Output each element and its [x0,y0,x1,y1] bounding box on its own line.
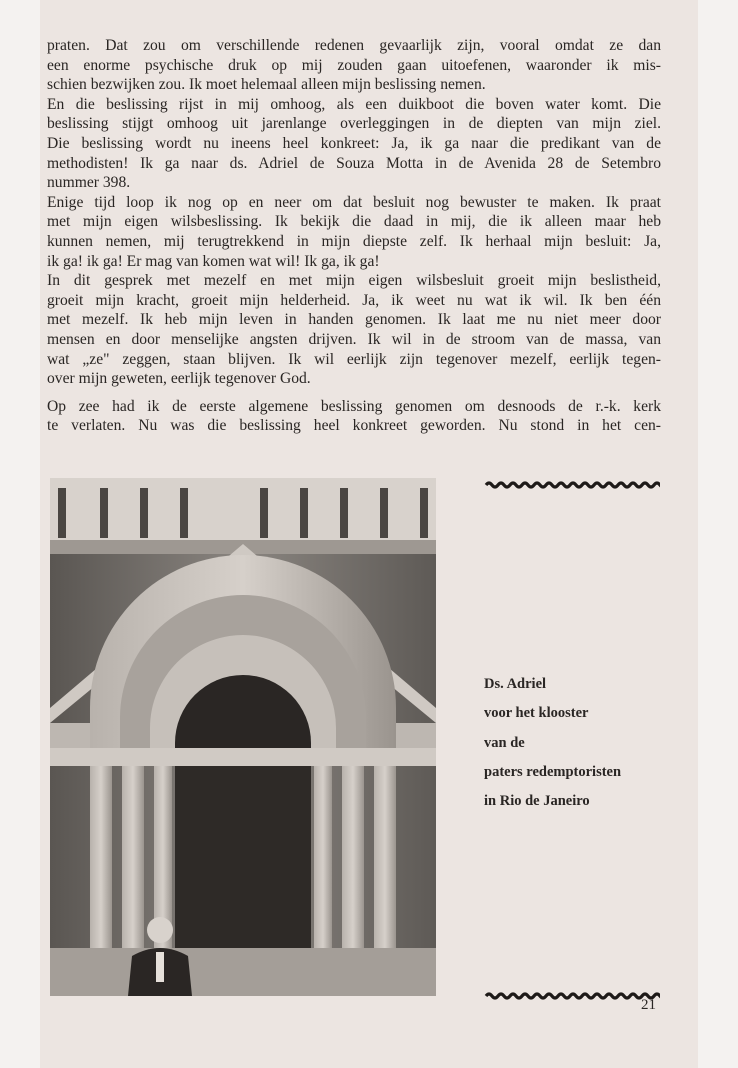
text-line: over mijn geweten, eerlijk tegenover God. [47,370,311,388]
text-line: beslissing stijgt omhoog uit jarenlange overleggingen in de diepten van mijn ziel. [47,115,661,133]
text-line: met mezelf. Ik heb mijn leven in handen genomen. Ik laat me nu niet meer door [47,311,661,329]
caption-line: voor het klooster [484,705,589,722]
paragraph-gap [47,389,661,397]
text-line: Die beslissing wordt nu ineens heel konkreet: Ja, ik ga naar die predikant van de [47,134,661,152]
text-line: Op zee had ik de eerste algemene beslissing genomen om desnoods de r.-k. kerk [47,397,661,415]
page-number: 21 [641,997,656,1013]
text-line: nummer 398. [47,174,131,192]
text-line: met mijn eigen wilsbeslissing. Ik bekijk die daad in mij, die ik alleen maar heb [47,213,661,231]
text-line: Enige tijd loop ik nog op en neer om dat besluit nog bewuster te maken. Ik praat [47,193,661,211]
ornament-divider-top [484,476,660,484]
text-line: ik ga! ik ga! Er mag van komen wat wil! Ik ga, ik ga! [47,252,380,270]
text-line: groeit mijn kracht, groeit mijn helderheid. Ja, ik weet nu wat ik wil. Ik ben één [47,291,661,309]
photo-caption [484,670,621,816]
text-line: kunnen nemen, mij terugtrekkend in mijn diepste zelf. Ik herhaal mijn besluit: Ja, [47,232,661,250]
text-line: een enorme psychische druk op mij zouden gaan uitoefenen, waaronder ik mis- [47,56,661,74]
text-line: te verlaten. Nu was die beslissing heel konkreet geworden. Nu stond in het cen- [47,417,661,435]
text-line: wat „ze" zeggen, staan blijven. Ik wil eerlijk zijn tegenover mezelf, eerlijk tegen- [47,350,661,368]
body-text [47,36,661,436]
text-line: mensen en door menselijke angsten drijven. Ik wil in de stroom van de massa, van [47,330,661,348]
ornament-divider-bottom [484,987,660,995]
caption-line: van de [484,734,525,751]
caption-line: in Rio de Janeiro [484,793,590,810]
photo-church-doorway [50,478,436,996]
text-line: En die beslissing rijst in mij omhoog, als een duikboot die boven water komt. Die [47,95,661,113]
text-line: praten. Dat zou om verschillende redenen gevaarlijk zijn, vooral omdat ze dan [47,37,661,54]
text-line: schien bezwijken zou. Ik moet helemaal alleen mijn beslissing nemen. [47,76,486,94]
caption-line: Ds. Adriel [484,676,547,692]
book-page [40,0,698,1068]
text-line: In dit gesprek met mezelf en met mijn eigen wilsbesluit groeit mijn beslistheid, [47,272,661,290]
caption-line: paters redemptoristen [484,763,622,780]
text-line: methodisten! Ik ga naar ds. Adriel de Souza Motta in de Avenida 28 de Setembro [47,154,661,172]
